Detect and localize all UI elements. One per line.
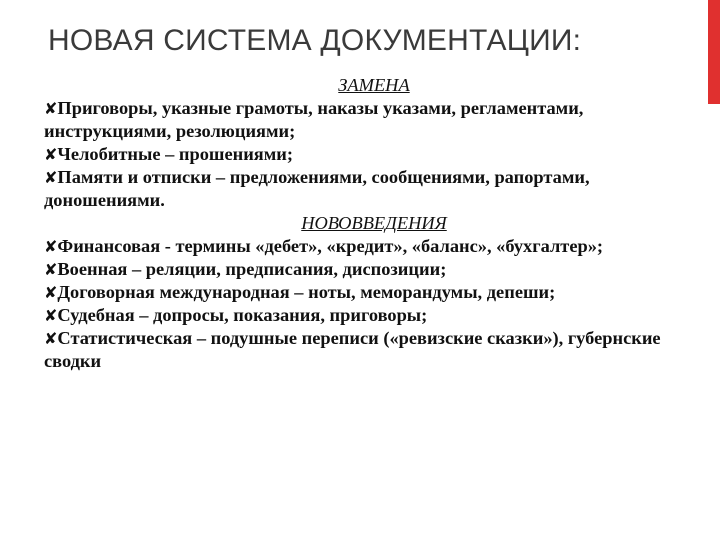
- list-item: ✘Памяти и отписки – предложениями, сообщениями, рапортами, доношениями.: [44, 167, 590, 210]
- list-item: ✘Челобитные – прошениями;: [44, 144, 294, 164]
- cross-mark-icon: ✘: [44, 145, 58, 164]
- list-item: ✘Статистическая – подушные переписи («ревизские сказки»), губернские сводки: [44, 328, 661, 371]
- slide-title: НОВАЯ СИСТЕМА ДОКУМЕНТАЦИИ:: [48, 24, 582, 57]
- cross-mark-icon: ✘: [44, 329, 58, 348]
- cross-mark-icon: ✘: [44, 306, 58, 325]
- list-item: ✘Финансовая - термины «дебет», «кредит», «баланс», «бухгалтер»;: [44, 236, 604, 256]
- section-heading-replacement: ЗАМЕНА: [338, 75, 410, 95]
- list-item: ✘Договорная международная – ноты, меморандумы, депеши;: [44, 282, 556, 302]
- cross-mark-icon: ✘: [44, 237, 58, 256]
- cross-mark-icon: ✘: [44, 99, 58, 118]
- accent-bar: [708, 0, 720, 104]
- slide-content: [44, 74, 664, 373]
- section-heading-innovations: НОВОВВЕДЕНИЯ: [301, 213, 447, 233]
- cross-mark-icon: ✘: [44, 260, 58, 279]
- list-item: ✘Судебная – допросы, показания, приговоры;: [44, 305, 428, 325]
- list-item: ✘Приговоры, указные грамоты, наказы указами, регламентами, инструкциями, резолюциями;: [44, 98, 584, 141]
- cross-mark-icon: ✘: [44, 168, 58, 187]
- list-item: ✘Военная – реляции, предписания, диспозиции;: [44, 259, 447, 279]
- cross-mark-icon: ✘: [44, 283, 58, 302]
